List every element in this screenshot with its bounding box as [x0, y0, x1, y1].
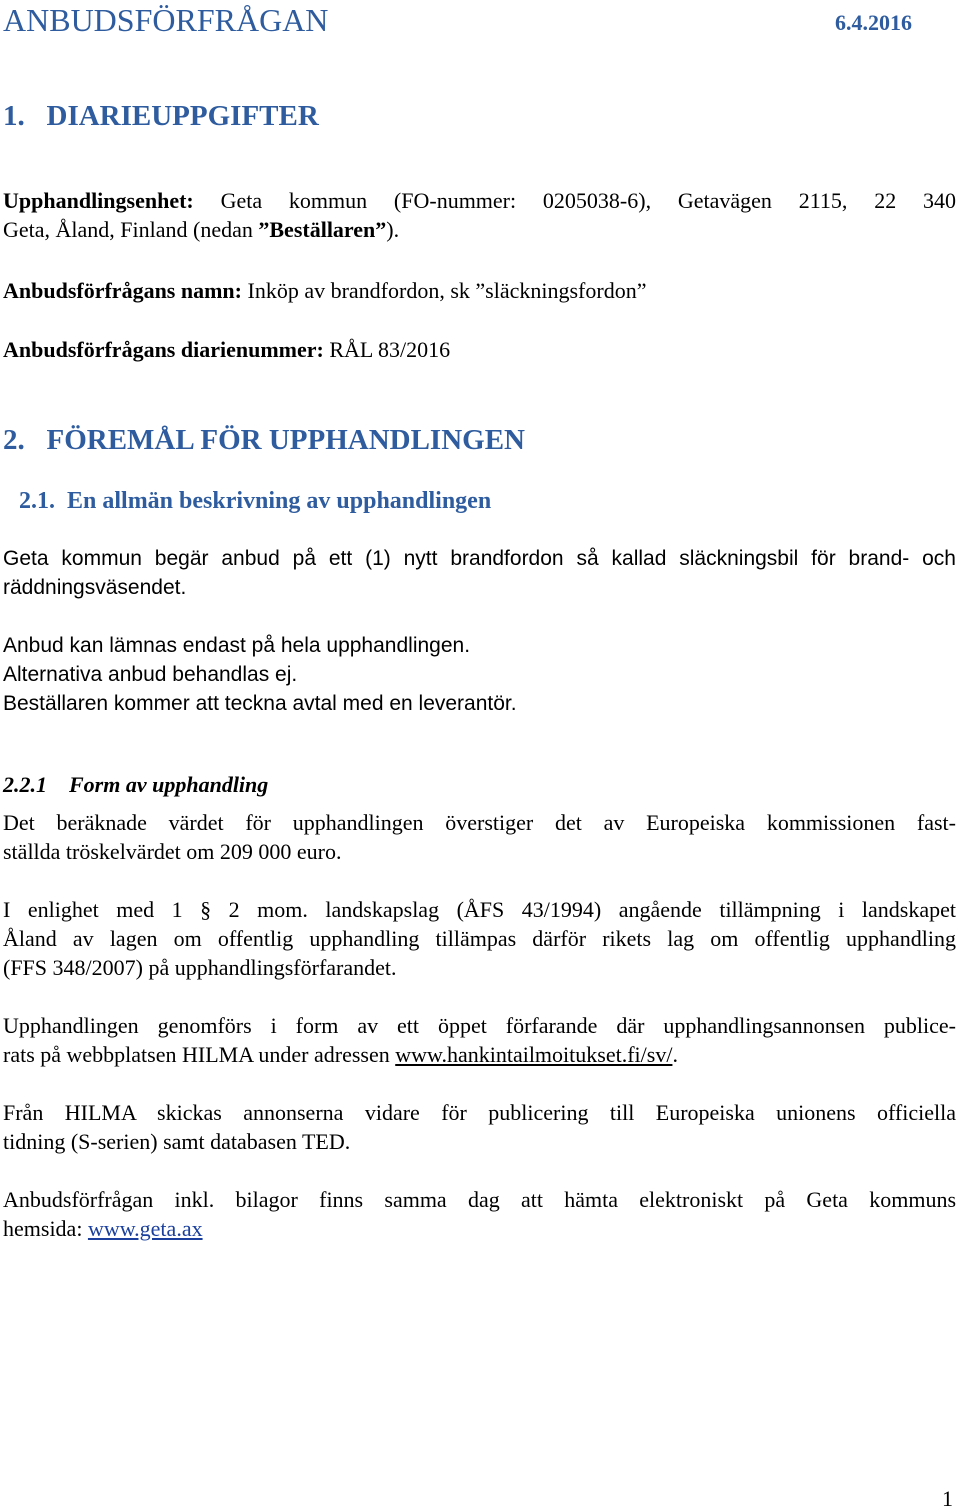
unit-label: Upphandlingsenhet: [3, 188, 194, 213]
procedure-line-2 [3, 1040, 956, 1069]
section-1-heading [3, 100, 956, 133]
subsection-2-1-number: 2.1. [19, 488, 55, 514]
section-1-number: 1. [3, 100, 25, 132]
unit-line-2 [3, 215, 956, 244]
geta-website-link[interactable]: www.geta.ax [87, 1216, 203, 1241]
value-line-2: ställda tröskelvärdet om 209 000 euro. [3, 839, 342, 864]
procedure-line-2-post: . [672, 1042, 678, 1067]
publication-line-1: Från HILMA skickas annonserna vidare för publicering till Europeiska unionens officiella [3, 1100, 956, 1125]
section-2-heading [3, 424, 956, 457]
section-2-title: FÖREMÅL FÖR UPPHANDLINGEN [46, 424, 525, 456]
description-line-a: Anbud kan lämnas endast på hela upphandlingen. [3, 634, 471, 657]
law-line-2: Åland av lagen om offentlig upphandling tillämpas därför rikets lag om offentlig upphandling [3, 926, 956, 951]
download-line-2-pre: hemsida: [3, 1216, 88, 1241]
download-line-2 [3, 1214, 956, 1243]
hilma-link[interactable]: www.hankintailmoitukset.fi/sv/ [395, 1042, 673, 1067]
value-line-1: Det beräknade värdet för upphandlingen överstiger det av Europeiska kommissionen fast- [3, 810, 956, 835]
description-line-c: Beställaren kommer att teckna avtal med en leverantör. [3, 692, 517, 715]
document-date: 6.4.2016 [835, 10, 912, 35]
procedure-line-1: Upphandlingen genomförs i form av ett öppet förfarande där upphandlingsannonsen publice- [3, 1013, 956, 1038]
law-line-3: (FFS 348/2007) på upphandlingsförfarandet. [3, 955, 397, 980]
unit-line-2-bold: ”Beställaren” [258, 217, 387, 242]
diary-number-value: RÅL 83/2016 [329, 337, 451, 362]
unit-line-2-pre: Geta, Åland, Finland (nedan [3, 217, 259, 242]
procurement-diary-number [3, 335, 956, 364]
subsection-2-1-heading [19, 488, 956, 515]
subsection-2-2-1-number: 2.2.1 [3, 772, 47, 797]
publication-line-2: tidning (S-serien) samt databasen TED. [3, 1129, 351, 1154]
section-1-title: DIARIEUPPGIFTER [46, 100, 319, 132]
procurement-name-value: Inköp av brandfordon, sk ”släckningsfordon” [247, 278, 647, 303]
unit-line-1-text: Geta kommun (FO-nummer: 0205038-6), Getavägen 2115, 22 340 [220, 188, 957, 213]
description-line-b: Alternativa anbud behandlas ej. [3, 663, 298, 686]
description-line-2: räddningsväsendet. [3, 576, 187, 599]
section-2-number: 2. [3, 424, 25, 456]
document-title: ANBUDSFÖRFRÅGAN [3, 2, 329, 38]
subsection-2-1-title: En allmän beskrivning av upphandlingen [67, 488, 492, 514]
download-line-1: Anbudsförfrågan inkl. bilagor finns samma dag att hämta elektroniskt på Geta kommuns [3, 1187, 956, 1212]
unit-line-1 [3, 186, 956, 215]
procurement-name-label: Anbudsförfrågans namn: [3, 278, 242, 303]
unit-line-2-post: ). [386, 217, 400, 242]
procurement-name [3, 276, 956, 305]
description-line-1: Geta kommun begär anbud på ett (1) nytt brandfordon så kallad släckningsbil för brand- och [3, 547, 956, 570]
law-line-1: I enlighet med 1 § 2 mom. landskapslag (ÅFS 43/1994) angående tillämpning i landskapet [3, 897, 956, 922]
subsection-2-2-1-title: Form av upphandling [69, 772, 269, 797]
procedure-line-2-pre: rats på webbplatsen HILMA under adressen [3, 1042, 396, 1067]
page-number: 1 [942, 1486, 953, 1511]
subsection-2-2-1-heading [3, 772, 956, 798]
diary-number-label: Anbudsförfrågans diarienummer: [3, 337, 324, 362]
